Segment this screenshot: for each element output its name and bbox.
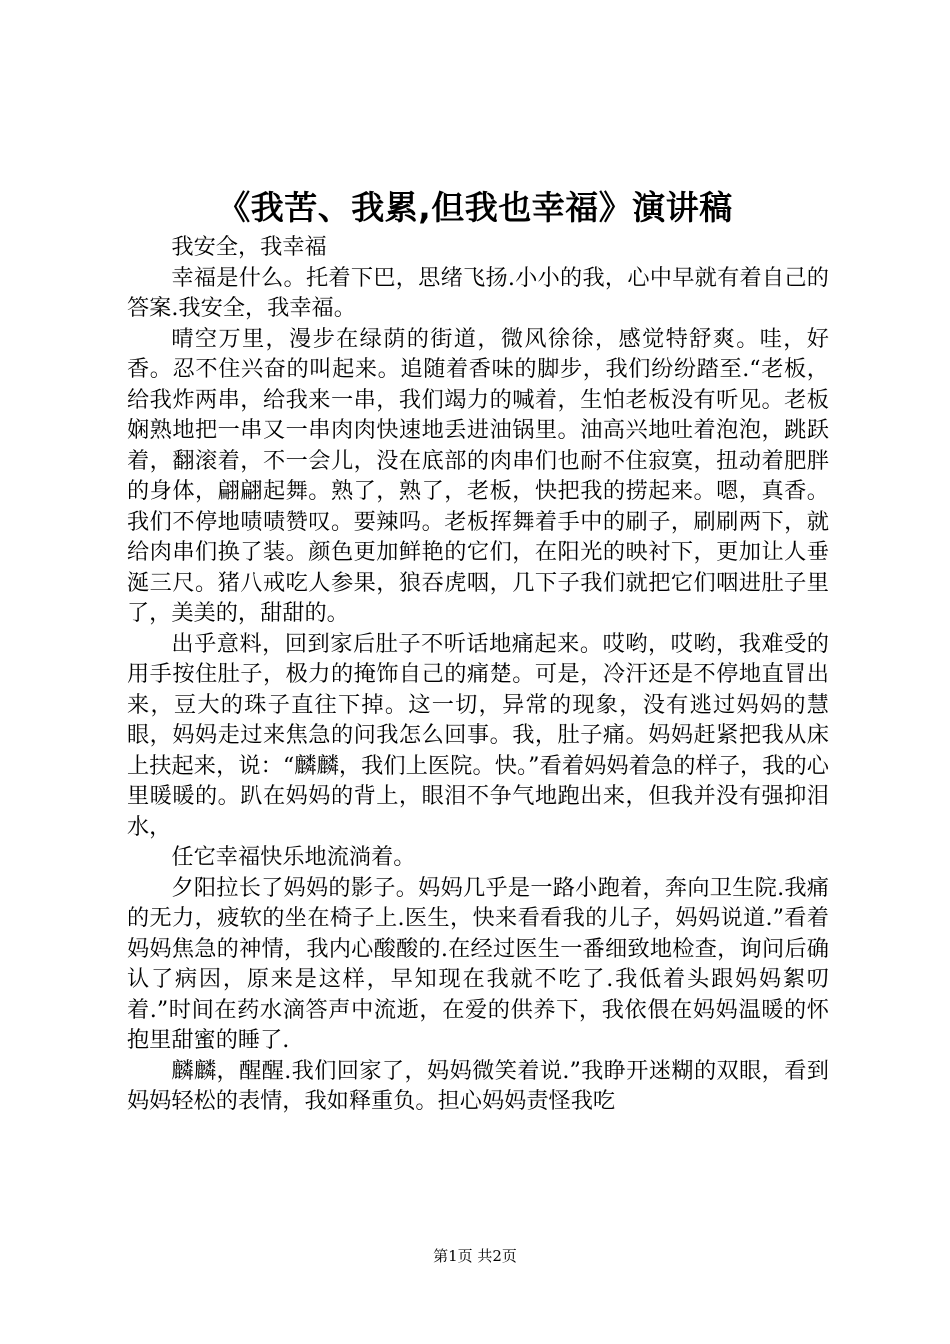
paragraph: 幸福是什么。托着下巴，思绪飞扬.小小的我，心中早就有着自己的答案.我安全，我幸福。 <box>127 264 829 321</box>
paragraph-subtitle: 我安全，我幸福 <box>171 234 327 260</box>
document-body <box>127 232 829 1117</box>
page-footer: 第1页 共2页 <box>433 1247 517 1265</box>
paragraph: 麟麟，醒醒.我们回家了，妈妈微笑着说.”我睁开迷糊的双眼，看到妈妈轻松的表情，我如释重负。担心妈妈责怪我吃 <box>127 1057 829 1114</box>
paragraph: 晴空万里，漫步在绿荫的街道，微风徐徐，感觉特舒爽。哇，好香。忍不住兴奋的叫起来。追随着香味的脚步，我们纷纷踏至.“老板，给我炸两串，给我来一串，我们竭力的喊着，生怕老板没有听见。老板娴熟地把一串又一串肉肉快速地丢进油锅里。油高兴地吐着泡泡，跳跃着，翻滚着，不一会儿，没在底部的肉串们也耐不住寂寞，扭动着肥胖的身体，翩翩起舞。熟了，熟了，老板，快把我的捞起来。嗯，真香。我们不停地啧啧赞叹。要辣吗。老板挥舞着手中的刷子，刷刷两下，就给肉串们换了装。颜色更加鲜艳的它们，在阳光的映衬下，更加让人垂涎三尺。猪八戒吃人参果，狼吞虎咽，几下子我们就把它们咽进肚子里了，美美的，甜甜的。 <box>127 325 829 626</box>
paragraph: 夕阳拉长了妈妈的影子。妈妈几乎是一路小跑着，奔向卫生院.我痛的无力，疲软的坐在椅子上.医生，快来看看我的儿子，妈妈说道.”看着妈妈焦急的神情，我内心酸酸的.在经过医生一番细致地检查，询问后确认了病因，原来是这样，早知现在我就不吃了.我低着头跟妈妈絮叨着.”时间在药水滴答声中流逝，在爱的供养下，我依偎在妈妈温暖的怀抱里甜蜜的睡了. <box>127 874 829 1053</box>
paragraph: 出乎意料，回到家后肚子不听话地痛起来。哎哟，哎哟，我难受的用手按住肚子，极力的掩饰自己的痛楚。可是，冷汗还是不停地直冒出来，豆大的珠子直往下掉。这一切，异常的现象，没有逃过妈妈的慧眼，妈妈走过来焦急的问我怎么回事。我，肚子痛。妈妈赶紧把我从床上扶起来，说：“麟麟，我们上医院。快。”看着妈妈着急的样子，我的心里暖暖的。趴在妈妈的背上，眼泪不争气地跑出来，但我并没有强抑泪水， <box>127 630 829 840</box>
document-title: 《我苦、我累,但我也幸福》演讲稿 <box>217 188 733 227</box>
paragraph: 任它幸福快乐地流淌着。 <box>171 844 416 870</box>
